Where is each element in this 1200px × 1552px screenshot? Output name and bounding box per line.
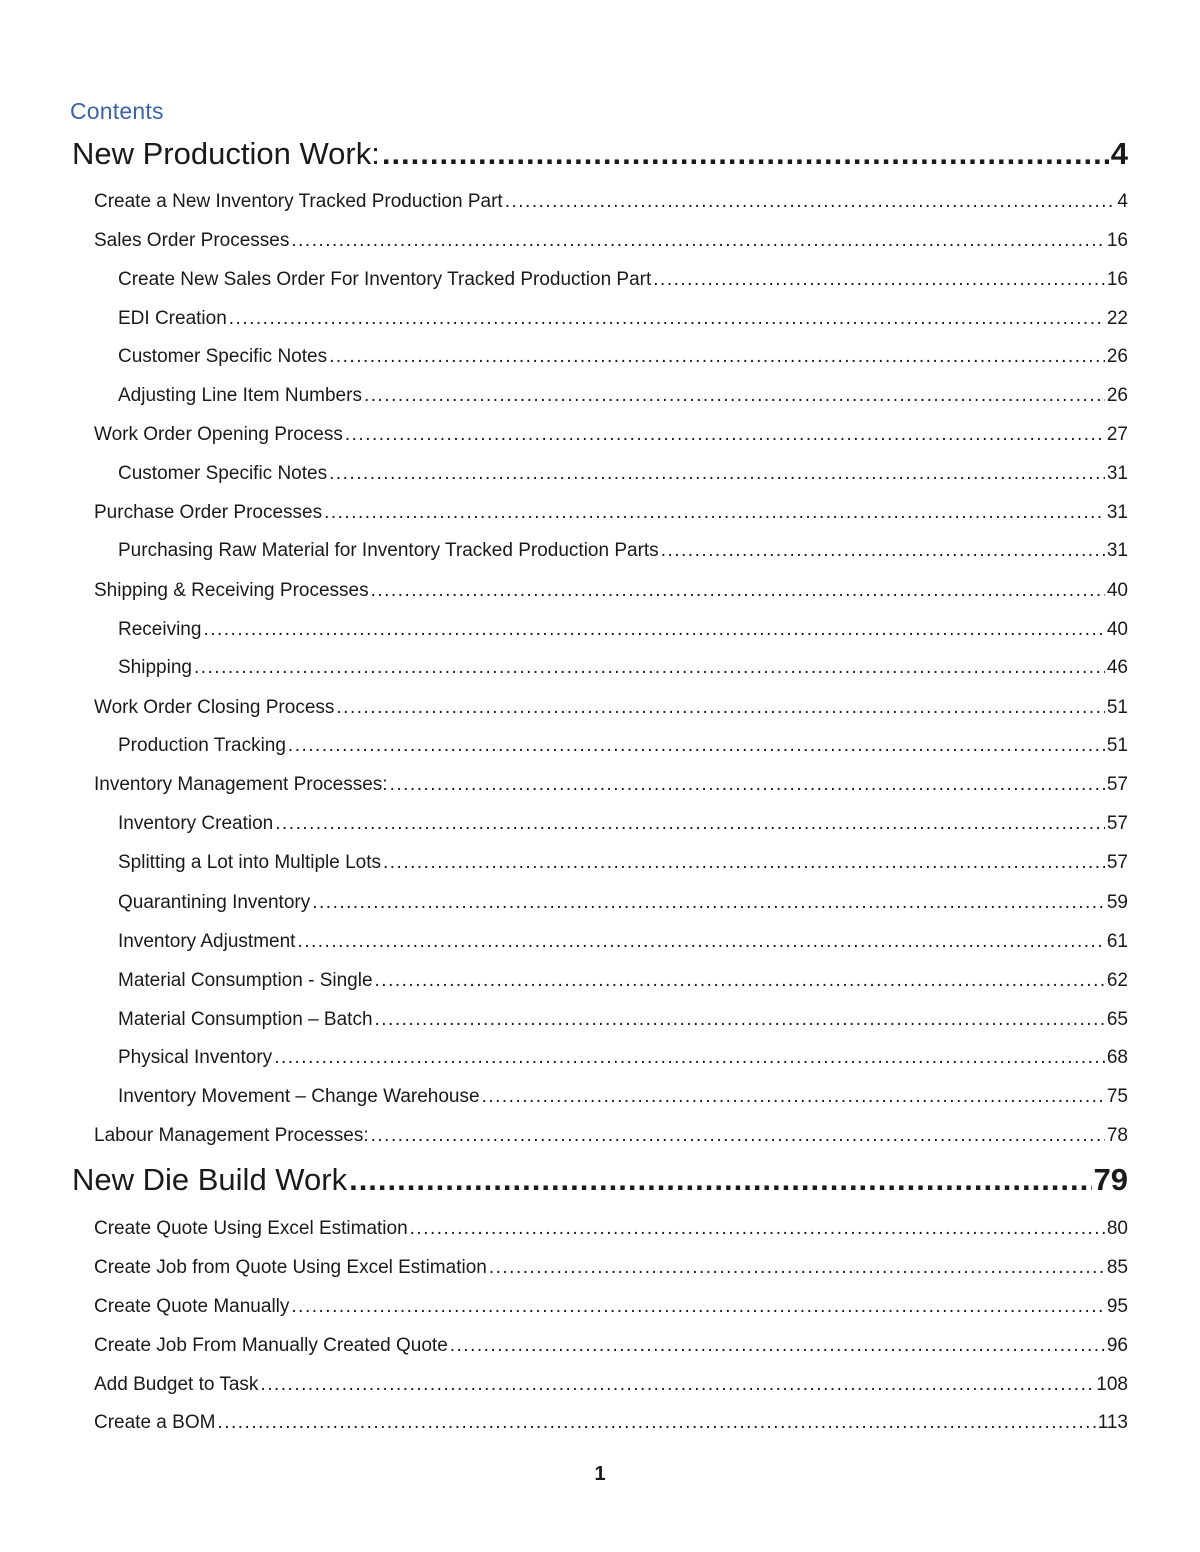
toc-entry-page: 96 [1106,1335,1128,1356]
toc-entry-page: 61 [1106,931,1128,952]
toc-entry[interactable] [94,1412,1128,1438]
toc-entry[interactable] [118,308,1128,334]
toc-entry[interactable] [94,774,1128,800]
dot-leader [371,1125,1105,1147]
dot-leader [217,1412,1095,1434]
toc-entry[interactable] [118,657,1128,683]
toc-entry-label: Inventory Movement – Change Warehouse [118,1086,480,1107]
toc-entry[interactable] [118,931,1128,957]
contents-heading: Contents [70,98,164,124]
toc-entry-label: Production Tracking [118,735,286,756]
toc-entry-page: 40 [1106,619,1128,640]
toc-entry-label: Adjusting Line Item Numbers [118,385,362,406]
toc-entry[interactable] [94,191,1128,217]
toc-entry[interactable] [94,230,1128,256]
toc-entry[interactable] [94,1218,1128,1244]
dot-leader [329,463,1105,485]
toc-entry-page: 22 [1106,308,1128,329]
dot-leader [275,813,1105,835]
dot-leader [661,540,1105,562]
toc-entry-label: New Die Build Work [72,1162,348,1197]
toc-entry[interactable] [118,619,1128,645]
toc-entry-page: 65 [1106,1009,1128,1030]
toc-entry[interactable] [94,1335,1128,1361]
toc-entry-label: Create Quote Using Excel Estimation [94,1218,408,1239]
page-number: 1 [594,1463,606,1485]
dot-leader [312,892,1105,914]
toc-entry-page: 31 [1106,540,1128,561]
dot-leader [229,308,1105,330]
toc-entry-label: Quarantining Inventory [118,892,311,913]
toc-entry[interactable] [118,852,1128,878]
toc-entry-label: Material Consumption – Batch [118,1009,373,1030]
toc-entry-page: 31 [1106,463,1128,484]
toc-entry[interactable] [118,892,1128,918]
toc-entry[interactable] [94,697,1128,723]
toc-entry[interactable] [94,1257,1128,1283]
dot-leader [274,1047,1105,1069]
dot-leader [297,931,1104,953]
toc-entry-label: Create Job from Quote Using Excel Estimation [94,1257,487,1278]
toc-entry-page: 40 [1106,580,1128,601]
toc-entry-page: 85 [1106,1257,1128,1278]
dot-leader [364,385,1105,407]
dot-leader [371,580,1105,602]
toc-entry-label: Customer Specific Notes [118,346,328,367]
toc-entry-page: 16 [1106,269,1128,290]
dot-leader [336,697,1104,719]
toc-entry-label: Sales Order Processes [94,230,290,251]
toc-entry-page: 79 [1093,1162,1128,1197]
dot-leader [375,1009,1105,1031]
toc-entry-label: Shipping [118,657,192,678]
toc-entry-label: Create a New Inventory Tracked Production Part [94,191,503,212]
toc-entry-page: 51 [1106,735,1128,756]
toc-entry[interactable] [118,813,1128,839]
dot-leader [329,346,1105,368]
toc-entry[interactable] [118,269,1128,295]
toc-entry-page: 95 [1106,1296,1128,1317]
toc-entry-page: 80 [1106,1218,1128,1239]
toc-entry[interactable] [118,970,1128,996]
toc-entry-page: 59 [1106,892,1128,913]
toc-entry[interactable] [94,502,1128,528]
toc-entry-page: 57 [1106,774,1128,795]
toc-entry-page: 108 [1096,1374,1128,1395]
toc-entry[interactable] [94,1374,1128,1400]
toc-entry-label: Labour Management Processes: [94,1125,369,1146]
toc-entry-label: Purchasing Raw Material for Inventory Tracked Production Parts [118,540,659,561]
toc-entry-label: Add Budget to Task [94,1374,259,1395]
dot-leader [349,1162,1091,1198]
toc-section-entry[interactable] [72,1162,1128,1206]
toc-entry-page: 27 [1106,424,1128,445]
toc-entry[interactable] [94,424,1128,450]
dot-leader [482,1086,1105,1108]
toc-entry[interactable] [118,463,1128,489]
toc-entry-page: 78 [1106,1125,1128,1146]
toc-entry[interactable] [94,1125,1128,1151]
toc-entry-label: Create a BOM [94,1412,216,1433]
toc-entry-label: EDI Creation [118,308,227,329]
dot-leader [489,1257,1105,1279]
toc-entry[interactable] [118,1047,1128,1073]
dot-leader [410,1218,1105,1240]
toc-entry-page: 26 [1106,346,1128,367]
dot-leader [288,735,1105,757]
dot-leader [505,191,1116,213]
toc-entry-label: Create Job From Manually Created Quote [94,1335,448,1356]
toc-entry-label: Create New Sales Order For Inventory Tracked Production Part [118,269,652,290]
toc-entry[interactable] [94,580,1128,606]
dot-leader [450,1335,1105,1357]
toc-entry[interactable] [118,346,1128,372]
toc-entry[interactable] [118,735,1128,761]
toc-entry-label: Inventory Creation [118,813,274,834]
toc-entry-label: Inventory Adjustment [118,931,296,952]
toc-entry-page: 62 [1106,970,1128,991]
toc-entry[interactable] [118,1009,1128,1035]
toc-entry-label: Physical Inventory [118,1047,273,1068]
toc-entry-page: 75 [1106,1086,1128,1107]
dot-leader [390,774,1105,796]
dot-leader [194,657,1105,679]
toc-entry-page: 26 [1106,385,1128,406]
toc-entry-label: New Production Work: [72,136,380,171]
toc-entry[interactable] [118,540,1128,566]
toc-entry-label: Work Order Opening Process [94,424,343,445]
dot-leader [375,970,1105,992]
toc-entry-label: Customer Specific Notes [118,463,328,484]
toc-entry-label: Material Consumption - Single [118,970,373,991]
dot-leader [291,230,1105,252]
toc-entry-page: 4 [1117,191,1128,212]
dot-leader [291,1296,1104,1318]
toc-entry-label: Shipping & Receiving Processes [94,580,369,601]
dot-leader [324,502,1105,524]
toc-entry-label: Create Quote Manually [94,1296,290,1317]
toc-entry-label: Receiving [118,619,202,640]
toc-entry-page: 31 [1106,502,1128,523]
toc-entry-page: 113 [1097,1412,1128,1433]
toc-entry-label: Splitting a Lot into Multiple Lots [118,852,381,873]
dot-leader [382,136,1109,172]
toc-entry[interactable] [118,385,1128,411]
dot-leader [653,269,1105,291]
toc-entry-page: 57 [1106,852,1128,873]
dot-leader [383,852,1105,874]
toc-entry-label: Inventory Management Processes: [94,774,388,795]
toc-entry-label: Purchase Order Processes [94,502,323,523]
dot-leader [345,424,1105,446]
toc-entry[interactable] [94,1296,1128,1322]
toc-entry-page: 51 [1106,697,1128,718]
toc-entry-page: 68 [1106,1047,1128,1068]
dot-leader [260,1374,1094,1396]
toc-entry[interactable] [118,1086,1128,1112]
toc-entry-page: 46 [1106,657,1128,678]
toc-entry-page: 16 [1106,230,1128,251]
toc-section-entry[interactable] [72,136,1128,180]
toc-entry-label: Work Order Closing Process [94,697,335,718]
dot-leader [203,619,1104,641]
toc-entry-page: 4 [1110,136,1128,171]
toc-entry-page: 57 [1106,813,1128,834]
